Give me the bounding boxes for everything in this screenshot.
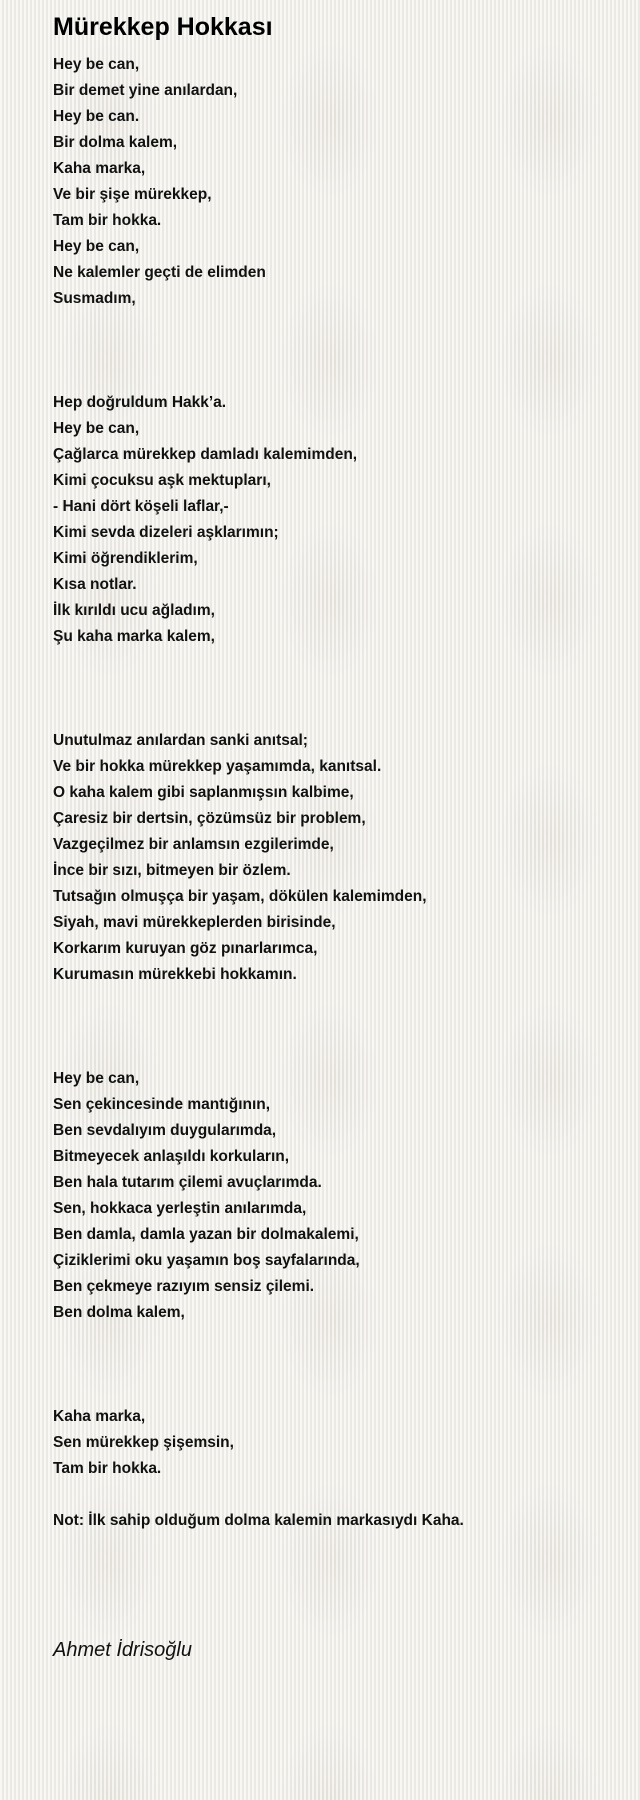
stanza-gap bbox=[53, 988, 613, 1066]
poem-line: İlk kırıldı ucu ağladım, bbox=[53, 602, 215, 619]
stanza-3 bbox=[53, 728, 613, 988]
poem-line: Hey be can, bbox=[53, 1070, 140, 1087]
poem-line: Unutulmaz anılardan sanki anıtsal; bbox=[53, 732, 308, 749]
poem-line: Çaresiz bir dertsin, çözümsüz bir problem, bbox=[53, 810, 366, 827]
poem-line: O kaha kalem gibi saplanmışsın kalbime, bbox=[53, 784, 354, 801]
poem-line: Tutsağın olmuşça bir yaşam, dökülen kalemimden, bbox=[53, 888, 427, 905]
poem-line: Kimi öğrendiklerim, bbox=[53, 550, 198, 567]
poem-title: Mürekkep Hokkası bbox=[53, 13, 273, 41]
poem-line: Susmadım, bbox=[53, 290, 136, 307]
poem-line: Ben damla, damla yazan bir dolmakalemi, bbox=[53, 1226, 359, 1243]
poem-page bbox=[53, 10, 613, 1664]
poem-line: Ne kalemler geçti de elimden bbox=[53, 264, 266, 281]
poem-line: Sen mürekkep şişemsin, bbox=[53, 1434, 234, 1451]
poem-line: Ben hala tutarım çilemi avuçlarımda. bbox=[53, 1174, 322, 1191]
poem-line: Tam bir hokka. bbox=[53, 212, 162, 229]
stanza-gap bbox=[53, 1482, 613, 1508]
author-gap bbox=[53, 1534, 613, 1636]
poem-line: - Hani dört köşeli laflar,- bbox=[53, 498, 229, 515]
poem-line: Kimi sevda dizeleri aşklarımın; bbox=[53, 524, 279, 541]
poem-line: Kaha marka, bbox=[53, 1408, 146, 1425]
poem-line: Şu kaha marka kalem, bbox=[53, 628, 215, 645]
poem-line: Hey be can, bbox=[53, 420, 140, 437]
poem-line: Korkarım kuruyan göz pınarlarımca, bbox=[53, 940, 318, 957]
stanza-4 bbox=[53, 1066, 613, 1326]
poem-line: Bir dolma kalem, bbox=[53, 134, 178, 151]
poem-line: Sen çekincesinde mantığının, bbox=[53, 1096, 271, 1113]
poem-line: Vazgeçilmez bir anlamsın ezgilerimde, bbox=[53, 836, 334, 853]
stanza-gap bbox=[53, 1326, 613, 1404]
poem-line: Çiziklerimi oku yaşamın boş sayfalarında, bbox=[53, 1252, 360, 1269]
poem-line: Ve bir şişe mürekkep, bbox=[53, 186, 212, 203]
poem-note: Not: İlk sahip olduğum dolma kalemin markasıydı Kaha. bbox=[53, 1512, 464, 1529]
poem-line: Hep doğruldum Hakk’a. bbox=[53, 394, 227, 411]
stanza-gap bbox=[53, 650, 613, 728]
poem-line: Ben dolma kalem, bbox=[53, 1304, 185, 1321]
poem-line: Kısa notlar. bbox=[53, 576, 137, 593]
poem-line: Ben çekmeye razıyım sensiz çilemi. bbox=[53, 1278, 315, 1295]
poem-line: Hey be can, bbox=[53, 238, 140, 255]
poem-line: Kurumasın mürekkebi hokkamın. bbox=[53, 966, 297, 983]
poem-line: Ben sevdalıyım duygularımda, bbox=[53, 1122, 277, 1139]
poem-line: Ve bir hokka mürekkep yaşamımda, kanıtsal. bbox=[53, 758, 382, 775]
stanza-1 bbox=[53, 52, 613, 312]
stanza-5 bbox=[53, 1404, 613, 1482]
poem-line: Bitmeyecek anlaşıldı korkuların, bbox=[53, 1148, 290, 1165]
poem-author: Ahmet İdrisoğlu bbox=[53, 1639, 192, 1661]
stanza-2 bbox=[53, 390, 613, 650]
poem-line: Bir demet yine anılardan, bbox=[53, 82, 238, 99]
poem-line: Tam bir hokka. bbox=[53, 1460, 162, 1477]
poem-line: Kaha marka, bbox=[53, 160, 146, 177]
stanza-gap bbox=[53, 312, 613, 390]
poem-line: İnce bir sızı, bitmeyen bir özlem. bbox=[53, 862, 291, 879]
poem-line: Sen, hokkaca yerleştin anılarımda, bbox=[53, 1200, 307, 1217]
poem-line: Siyah, mavi mürekkeplerden birisinde, bbox=[53, 914, 336, 931]
poem-line: Hey be can, bbox=[53, 56, 140, 73]
poem-line: Hey be can. bbox=[53, 108, 140, 125]
poem-line: Kimi çocuksu aşk mektupları, bbox=[53, 472, 271, 489]
poem-line: Çağlarca mürekkep damladı kalemimden, bbox=[53, 446, 358, 463]
